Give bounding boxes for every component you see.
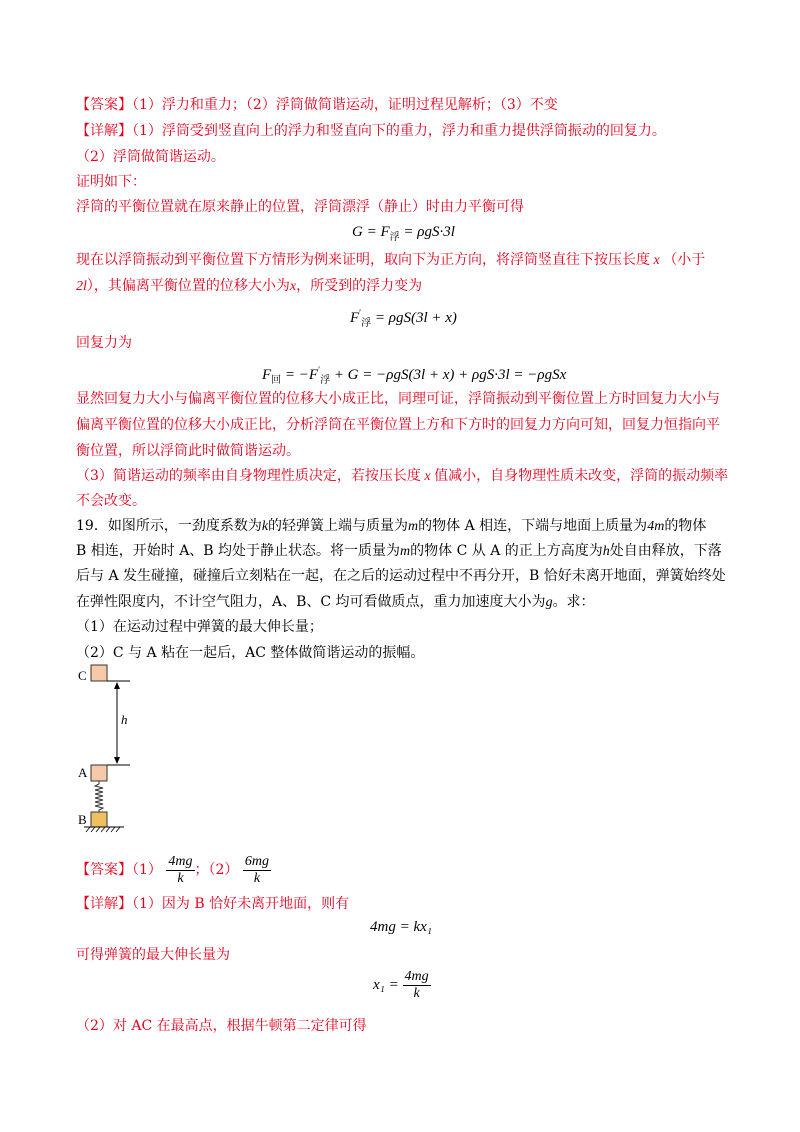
arrow-head-top	[114, 682, 120, 689]
equation-1: $G = F_浮 = \rho gS\cdot 3l$	[352, 224, 455, 243]
detail-line-1	[76, 121, 666, 141]
label-a: A	[78, 765, 88, 780]
detail-p6: 回复力为	[76, 335, 132, 351]
spring	[95, 781, 103, 812]
question-19-line-4: 在弹性限度内，不计空气阻力，A、B、C 均可看做质点，重力加速度大小为g。求：	[76, 594, 595, 610]
label-c: C	[78, 668, 87, 683]
block-c	[91, 665, 107, 681]
detail-p4: 现在以浮筒振动到平衡位置下方情形为例来证明，取向下为正方向，将浮筒竖直往下按压长度 x （小于	[76, 252, 706, 268]
question-19-line-3: 后与 A 发生碰撞，碰撞后立刻粘在一起，在之后的运动过程中不再分开，B 恰好未离开地面，弹簧始终处	[76, 568, 726, 584]
question-19-sub-2: （2）C 与 A 粘在一起后，AC 整体做简谐运动的振幅。	[76, 645, 425, 661]
label-b: B	[78, 812, 87, 827]
question-19-sub-1: （1）在运动过程中弹簧的最大伸长量；	[76, 619, 323, 635]
label-h: h	[121, 712, 128, 727]
detail-2-p2: 可得弹簧的最大伸长量为	[76, 947, 230, 963]
detail-p7: 显然回复力大小与偏离平衡位置的位移大小成正比，同理可证，浮筒振动到平衡位置上方时回复力大小与	[76, 391, 720, 407]
answer-tag: 【答案】	[76, 97, 132, 113]
equation-5: x₁ = $\frac{4mg}{k}$	[373, 969, 429, 1002]
detail-p9: 衡位置，所以浮筒此时做简谐运动。	[76, 443, 300, 459]
block-a	[91, 765, 107, 781]
equation-4: 4mg = kx₁	[370, 919, 432, 935]
detail-p10: （3）简谐运动的频率由自身物理性质决定，若按压长度 x 值减小，自身物理性质未改变，浮筒的振动频率	[76, 468, 729, 484]
ground-hatch	[86, 827, 120, 832]
detail-p8: 偏离平衡位置的位移大小成正比，分析浮筒在平衡位置上方和下方时的回复力方向可知，回复力恒指向平	[76, 417, 720, 433]
answer-fraction-1: $\frac{4mg}{k}$	[168, 853, 193, 886]
proof-heading: 证明如下：	[76, 174, 146, 190]
answer-fraction-2: $\frac{6mg}{k}$	[244, 853, 269, 886]
answer-2: 【答案】（1） $\frac{4mg}{k}$ ；（2） $\frac{6mg}{k}$	[76, 853, 269, 886]
block-b	[91, 812, 107, 827]
detail-p5: 2l），其偏离平衡位置的位移大小为x，所受到的浮力变为	[76, 278, 423, 294]
detail-tag: 【详解】	[76, 123, 132, 139]
detail-p2: （2）浮筒做简谐运动。	[76, 149, 225, 165]
question-19-line-2: B 相连，开始时 A、B 均处于静止状态。将一质量为m的物体 C 从 A 的正上方高度为h处自由释放，下落	[76, 543, 722, 559]
detail-2-p3: （2）对 AC 在最高点，根据牛顿第二定律可得	[76, 1018, 367, 1034]
detail-p3: 浮筒的平衡位置就在原来静止的位置，浮筒漂浮（静止）时由力平衡可得	[76, 199, 524, 215]
answer-line-1	[76, 95, 558, 115]
detail-2-line-1: 【详解】（1）因为 B 恰好未离开地面，则有	[76, 896, 350, 912]
question-19-line-1: 19．如图所示，一劲度系数为k的轻弹簧上端与质量为m的物体 A 相连，下端与地面上质量为4m的物体	[76, 518, 707, 534]
equation-3: $F_回 = -F'_浮 + G = -\rho gS(3l + x) + \rho gS\cdot 3l = -\rho gSx$	[262, 365, 567, 386]
equation-2: $F'_浮 = \rho gS(3l + x)$	[350, 308, 457, 329]
equation-5-fraction: $\frac{4mg}{k}$	[404, 969, 429, 1002]
detail-text: （1）浮筒受到竖直向上的浮力和竖直向下的重力，浮力和重力提供浮筒振动的回复力。	[132, 123, 666, 139]
answer-text: （1）浮力和重力；（2）浮筒做简谐运动，证明过程见解析；（3）不变	[132, 97, 558, 113]
arrow-head-bottom	[114, 757, 120, 764]
var-x: x	[650, 253, 664, 268]
spring-mass-diagram	[70, 660, 170, 835]
detail-p11: 不会改变。	[76, 493, 146, 509]
